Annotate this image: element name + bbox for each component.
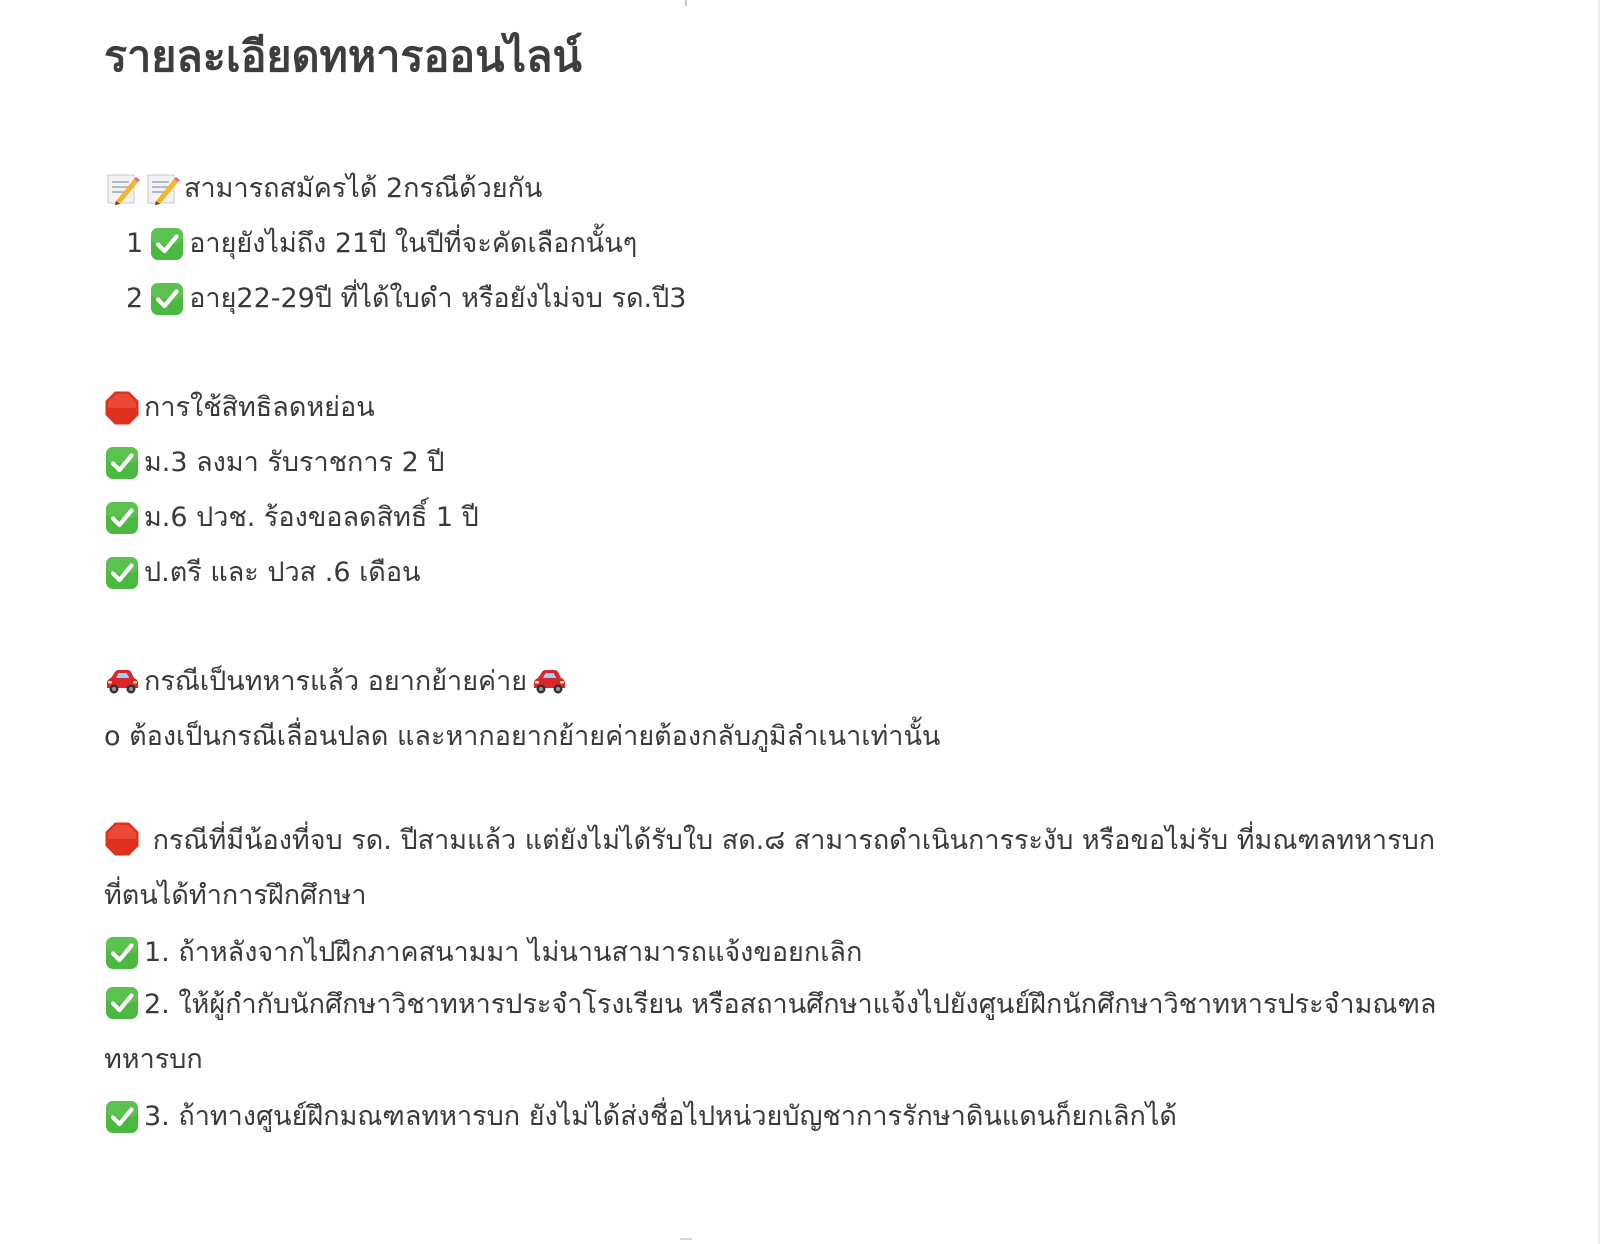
list-item (104, 555, 421, 591)
item-text: ม.3 ลงมา รับราชการ 2 ปี (144, 447, 445, 478)
item-number: 2 (126, 283, 144, 314)
section4-heading (104, 813, 1444, 923)
check-mark-icon (104, 500, 140, 536)
item-number: 1 (126, 228, 144, 259)
item-text: อายุ22-29ปี ที่ได้ใบดำ หรือยังไม่จบ รด.ปี3 (189, 283, 687, 314)
item-text: อายุยังไม่ถึง 21ปี ในปีที่จะคัดเลือกนั้นๆ (189, 228, 638, 259)
list-item (104, 977, 1444, 1087)
check-mark-icon (104, 935, 140, 971)
check-mark-icon (104, 1099, 140, 1135)
bottom-divider-mark (680, 1238, 692, 1240)
list-item (104, 445, 445, 481)
list-item (104, 1099, 1177, 1135)
section1-heading (104, 171, 542, 207)
check-mark-icon (104, 445, 140, 481)
section1-heading-text: สามารถสมัครได้ 2กรณีด้วยกัน (184, 173, 543, 204)
item-text: 2. ให้ผู้กำกับนักศึกษาวิชาทหารประจำโรงเรียน หรือสถานศึกษาแจ้งไปยังศูนย์ฝึกนักศึกษาวิชาทหารประจำมณฑลทหารบก (104, 989, 1437, 1075)
document-page (104, 0, 1574, 1244)
check-mark-icon (104, 985, 140, 1021)
section2-heading-text: การใช้สิทธิลดหย่อน (144, 392, 375, 423)
red-car-icon (531, 664, 567, 700)
section3-note: o ต้องเป็นกรณีเลื่อนปลด และหากอยากย้ายค่ายต้องกลับภูมิลำเนาเท่านั้น (104, 721, 941, 752)
list-item (104, 281, 686, 317)
section4-heading-text: กรณีที่มีน้องที่จบ รด. ปีสามแล้ว แต่ยังไม่ได้รับใบ สด.๘ สามารถดำเนินการระงับ หรือขอไม่รับ ที่มณฑลทหารบกที่ตนได้ทำการฝึกศึกษา (104, 825, 1436, 911)
check-mark-icon (104, 555, 140, 591)
memo-icon (104, 171, 140, 207)
item-text: ม.6 ปวช. ร้องขอลดสิทธิ์ 1 ปี (144, 502, 479, 533)
item-text: 1. ถ้าหลังจากไปฝึกภาคสนามมา ไม่นานสามารถแจ้งขอยกเลิก (144, 937, 863, 968)
red-car-icon (104, 664, 140, 700)
section2-heading (104, 390, 375, 426)
item-text: ป.ตรี และ ปวส .6 เดือน (144, 557, 421, 588)
section3-heading-text: กรณีเป็นทหารแล้ว อยากย้ายค่าย (144, 666, 528, 697)
check-mark-icon (149, 281, 185, 317)
stop-sign-icon (104, 821, 140, 857)
item-text: 3. ถ้าทางศูนย์ฝึกมณฑลทหารบก ยังไม่ได้ส่งชื่อไปหน่วยบัญชาการรักษาดินแดนก็ยกเลิกได้ (144, 1101, 1177, 1132)
page-title: รายละเอียดทหารออนไลน์ (104, 32, 582, 82)
list-item (104, 935, 862, 971)
check-mark-icon (149, 226, 185, 262)
section3-heading (104, 664, 571, 700)
stop-sign-icon (104, 390, 140, 426)
memo-icon (144, 171, 180, 207)
list-item (104, 500, 479, 536)
list-item (104, 226, 637, 262)
